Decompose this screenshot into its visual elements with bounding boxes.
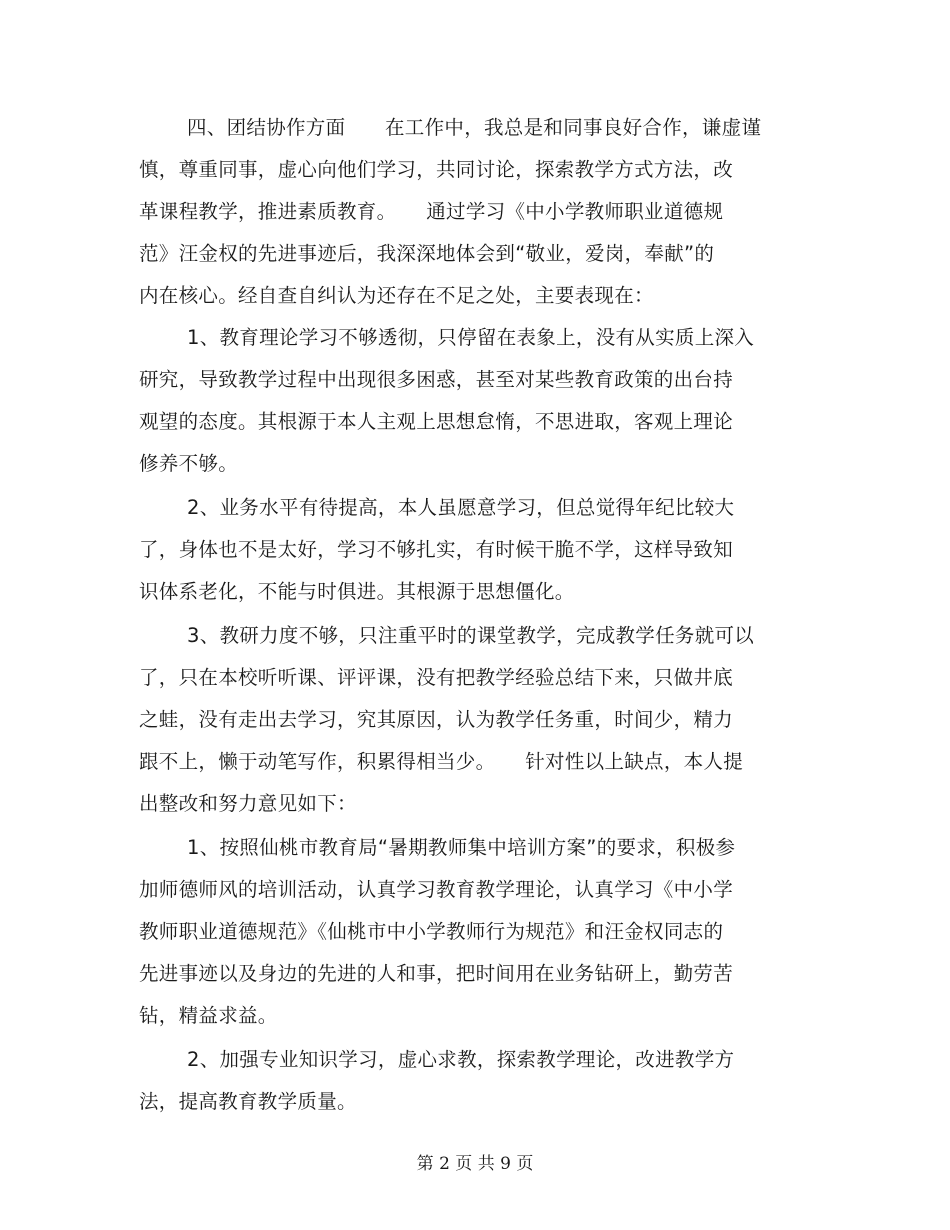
paragraph-line: 加师德师风的培训活动，认真学习教育教学理论，认真学习《中小学	[139, 878, 734, 901]
paragraph-line: 了，只在本校听听课、评评课，没有把教学经验总结下来，只做井底	[139, 666, 734, 689]
paragraph-line: 钻，精益求益。	[139, 1004, 278, 1027]
paragraph-line: 修养不够。	[139, 452, 239, 475]
paragraph-line: 教师职业道德规范》《仙桃市中小学教师行为规范》和汪金权同志的	[139, 920, 724, 943]
paragraph-line: 跟不上，懒于动笔写作，积累得相当少。 针对性以上缺点，本人提	[139, 750, 744, 773]
paragraph-line: 观望的态度。其根源于本人主观上思想怠惰，不思进取，客观上理论	[139, 410, 734, 433]
paragraph-line: 识体系老化，不能与时俱进。其根源于思想僵化。	[139, 580, 575, 603]
paragraph-line: 出整改和努力意见如下：	[139, 792, 357, 815]
page-number-footer: 第 2 页 共 9 页	[416, 1154, 534, 1174]
paragraph-line: 2、业务水平有待提高，本人虽愿意学习，但总觉得年纪比较大	[187, 496, 735, 519]
paragraph-line: 2、加强专业知识学习，虚心求教，探索教学理论，改进教学方	[187, 1048, 735, 1071]
paragraph-line: 之蛙，没有走出去学习，究其原因，认为教学任务重，时间少，精力	[139, 708, 734, 731]
paragraph-line: 慎，尊重同事，虚心向他们学习，共同讨论，探索教学方式方法，改	[139, 158, 734, 181]
paragraph-line: 先进事迹以及身边的先进的人和事，把时间用在业务钻研上，勤劳苦	[139, 962, 734, 985]
paragraph-line: 3、教研力度不够，只注重平时的课堂教学，完成教学任务就可以	[187, 624, 755, 647]
paragraph-line: 内在核心。经自查自纠认为还存在不足之处，主要表现在：	[139, 284, 654, 307]
paragraph-line: 范》汪金权的先进事迹后，我深深地体会到“敬业，爱岗，奉献”的	[139, 242, 715, 265]
paragraph-line: 了，身体也不是太好，学习不够扎实，有时候干脆不学，这样导致知	[139, 538, 734, 561]
paragraph-line: 革课程教学，推进素质教育。 通过学习《中小学教师职业道德规	[139, 200, 724, 223]
paragraph-line: 1、按照仙桃市教育局“暑期教师集中培训方案”的要求，积极参	[187, 836, 736, 859]
paragraph-line: 四、团结协作方面 在工作中，我总是和同事良好合作，谦虚谨	[187, 116, 762, 139]
paragraph-line: 法，提高教育教学质量。	[139, 1090, 357, 1113]
paragraph-line: 研究，导致教学过程中出现很多困惑，甚至对某些教育政策的出台持	[139, 368, 734, 391]
paragraph-line: 1、教育理论学习不够透彻，只停留在表象上，没有从实质上深入	[187, 326, 755, 349]
